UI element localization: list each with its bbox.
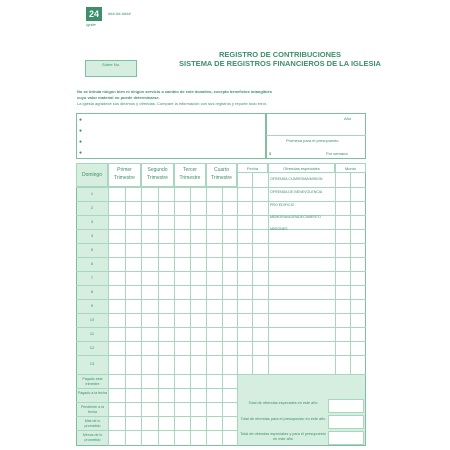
summary-label: Pagado este trimestre	[82, 377, 103, 386]
summary-label: Más de lo prometido	[84, 419, 101, 428]
row-number: 8	[90, 289, 94, 294]
semana-label: Por semana	[326, 151, 348, 156]
page-title: REGISTRO DE CONTRIBUCIONES	[218, 50, 342, 59]
summary-label: Pendiente a la fecha	[81, 405, 104, 414]
row-line	[76, 299, 366, 300]
ofrendas-label: Ofrendas especiales	[283, 166, 320, 171]
ofrenda-item: MISIONES	[270, 227, 288, 231]
grid-vline	[335, 173, 336, 374]
row-number: 3	[90, 219, 94, 224]
monto-label: Monto	[344, 166, 357, 171]
summary-vline	[108, 374, 109, 446]
row-line	[76, 229, 366, 230]
total-box[interactable]	[328, 431, 364, 445]
total-label: Total de ofrendas para el presupuesto en este año	[240, 417, 326, 421]
q2-line2: Trimestre	[147, 175, 168, 181]
summary-line	[76, 430, 237, 431]
ano-label: Año	[344, 116, 352, 121]
bullet-3: ●	[79, 139, 83, 145]
q4-line2: Trimestre	[211, 175, 232, 181]
bullet-1: ●	[79, 117, 83, 123]
row-line	[76, 341, 366, 342]
row-line	[76, 285, 366, 286]
summary-vline	[190, 374, 191, 446]
row-number: 5	[90, 247, 94, 252]
row-line	[76, 257, 366, 258]
summary-vline	[125, 374, 126, 446]
ofrenda-item: OFRENDA CUARESMA/MISION	[270, 177, 323, 181]
grid-vline	[252, 173, 253, 374]
row-line	[76, 271, 366, 272]
q4-line1: Cuarto	[213, 167, 229, 173]
summary-line	[76, 416, 237, 417]
row-number: 6	[90, 261, 94, 266]
form-code: ###-##-####	[108, 11, 131, 16]
summary-vline	[206, 374, 207, 446]
bullet-2: ●	[79, 128, 83, 134]
bullet-4: ●	[79, 150, 83, 156]
year-divider	[266, 135, 366, 136]
notice-line-2: cuyo valor material no puede determinarse.	[77, 95, 160, 100]
row-line	[76, 327, 366, 328]
total-label: Total de ofrendas especiales en este año	[248, 401, 318, 405]
summary-line	[76, 388, 237, 389]
summary-label: Pagado a la fecha	[78, 391, 107, 395]
page-subtitle: SISTEMA DE REGISTROS FINANCIEROS DE LA IGLESIA	[179, 59, 381, 68]
row-line	[76, 313, 366, 314]
row-number: 13	[89, 361, 95, 366]
ofrenda-item: PRO EDIFICIO	[270, 203, 295, 207]
grid-vline	[268, 173, 269, 374]
promesa-label: Promesa para el presupuesto	[286, 138, 339, 143]
row-number: 11	[89, 331, 95, 336]
q1-line2: Trimestre	[114, 175, 135, 181]
row-number: 2	[90, 205, 94, 210]
total-label: Total de ofrendas especiales y para el presupuesto en este año	[240, 432, 326, 441]
summary-label: Menos de lo prometido	[82, 433, 103, 442]
grid-vline	[237, 173, 238, 374]
notice-line-3: La iglesia agradece sus diezmos y ofrendas. Compare la información con sus registros y reporte todo error.	[77, 101, 268, 106]
ofrenda-item: OFRENDA DE BENEVOLENCIA	[270, 190, 323, 194]
total-box[interactable]	[328, 415, 364, 429]
summary-line	[76, 402, 237, 403]
row-number: 10	[89, 317, 95, 322]
q1-line1: Primer	[117, 167, 132, 173]
q3-line1: Tercer	[183, 167, 197, 173]
row-line	[76, 187, 366, 188]
summary-vline	[158, 374, 159, 446]
ofrenda-item: MEMORIA/AGRADECIMIENTO	[270, 215, 321, 219]
row-number: 12	[89, 345, 95, 350]
domingo-label: Domingo	[81, 172, 102, 178]
row-line	[76, 243, 366, 244]
summary-vline	[222, 374, 223, 446]
logo: 24	[86, 7, 102, 21]
fecha-label: Fecha	[246, 166, 259, 171]
summary-vline	[141, 374, 142, 446]
total-box[interactable]	[328, 399, 364, 413]
row-number: 4	[90, 233, 94, 238]
row-number: 1	[90, 191, 94, 196]
summary-vline	[174, 374, 175, 446]
address-box[interactable]	[76, 113, 266, 159]
q3-line2: Trimestre	[179, 175, 201, 181]
q2-line1: Segundo	[147, 167, 168, 173]
sobre-label: Sobre No.	[101, 62, 120, 67]
notice-line-1: No se brinda ningún bien ni ningún servicio a cambio de este donativo, excepto beneficios intangibles	[77, 89, 272, 94]
row-line	[76, 355, 366, 356]
row-line	[76, 215, 366, 216]
row-number: 9	[90, 303, 94, 308]
row-number: 7	[90, 275, 94, 280]
currency-sign: $	[269, 151, 272, 156]
row-line	[76, 201, 366, 202]
logo-subtitle: Ignite	[86, 22, 96, 27]
grid-vline	[350, 173, 351, 374]
